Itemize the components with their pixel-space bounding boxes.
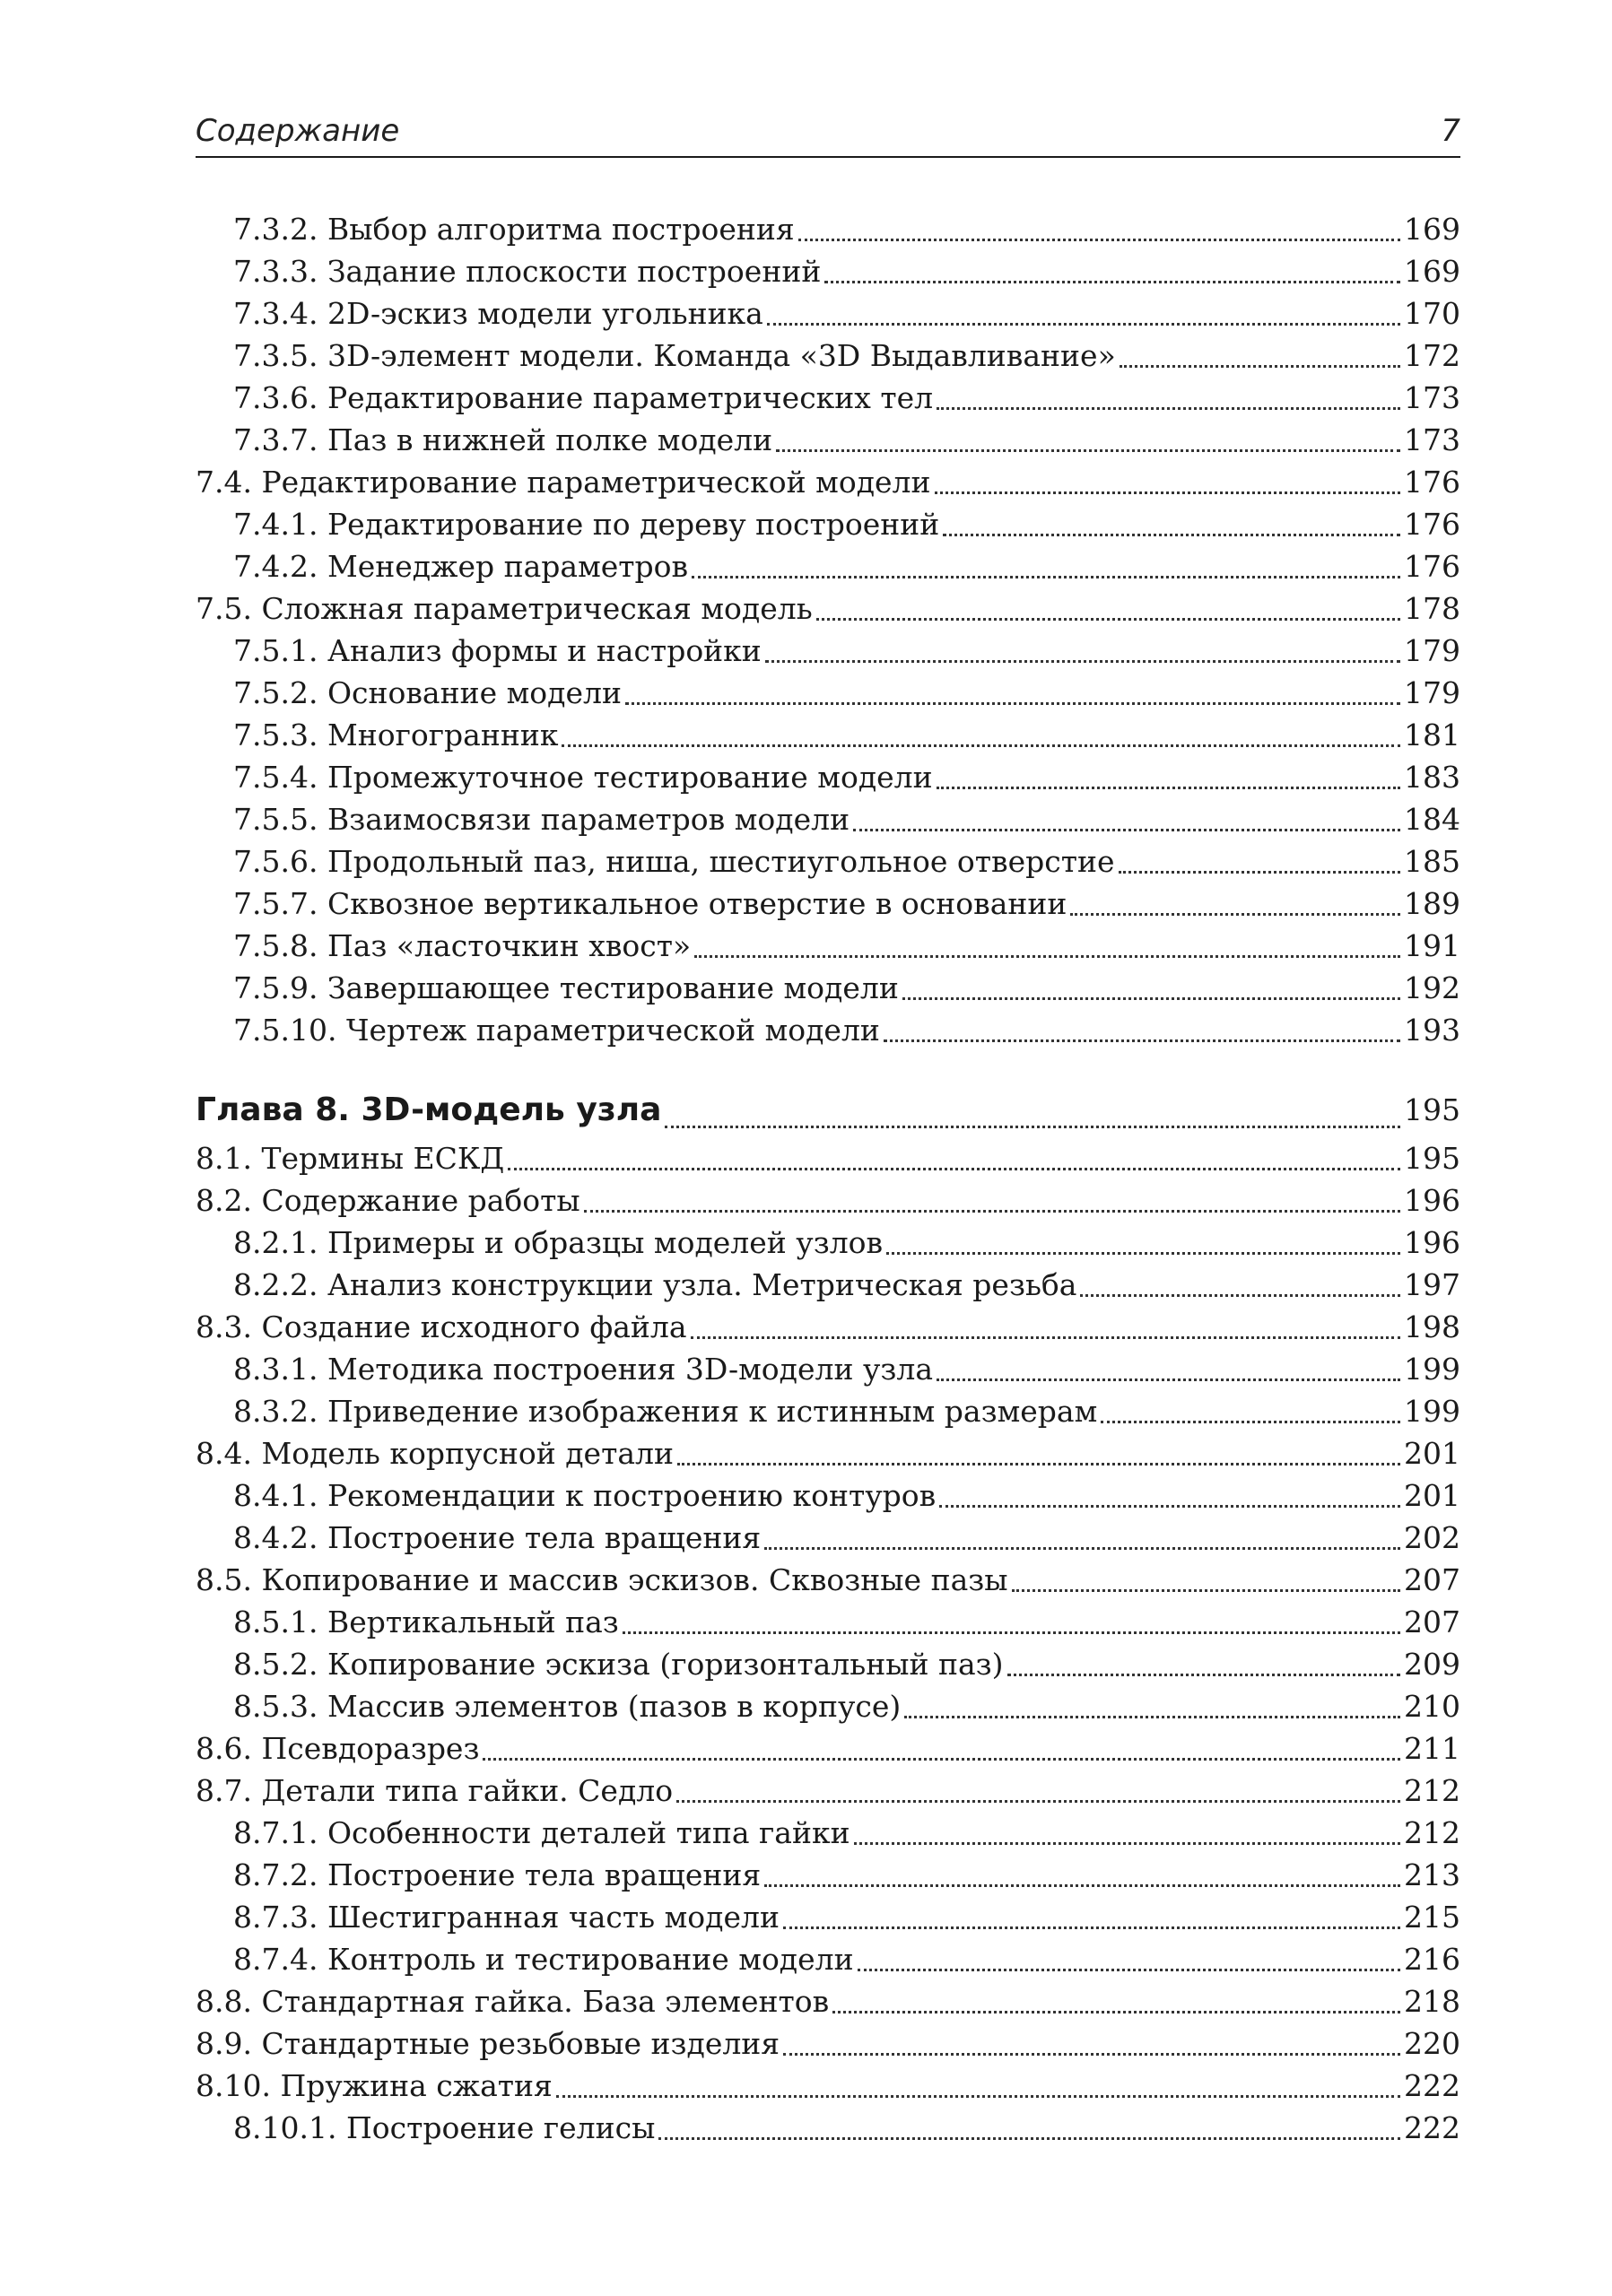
toc-entry-page: 201 xyxy=(1404,1436,1460,1471)
toc-entry xyxy=(196,1137,1460,1179)
table-of-contents xyxy=(196,208,1460,2149)
toc-entry-page: 179 xyxy=(1404,633,1460,668)
toc-leader-dots xyxy=(691,1312,1401,1339)
document-page xyxy=(196,106,1460,2145)
toc-leader-dots xyxy=(937,383,1400,410)
toc-entry-title: 7.5.1. Анализ формы и настройки xyxy=(233,633,762,668)
toc-entry-title: 8.2.1. Примеры и образцы моделей узлов xyxy=(233,1225,884,1260)
toc-entry-title: 8.2.2. Анализ конструкции узла. Метрическая резьба xyxy=(233,1267,1077,1302)
toc-entry xyxy=(196,925,1460,967)
toc-leader-dots xyxy=(764,1523,1400,1550)
toc-entry-page: 195 xyxy=(1404,1141,1460,1176)
toc-entry-page: 193 xyxy=(1404,1013,1460,1048)
toc-leader-dots xyxy=(937,1354,1400,1381)
toc-leader-dots xyxy=(483,1734,1400,1761)
toc-leader-dots xyxy=(886,1228,1400,1255)
toc-leader-dots xyxy=(562,720,1400,747)
toc-entry-page: 173 xyxy=(1404,422,1460,457)
toc-entry xyxy=(196,714,1460,756)
toc-leader-dots xyxy=(853,804,1400,831)
toc-entry-title: 7.5.5. Взаимосвязи параметров модели xyxy=(233,802,850,837)
toc-entry-page: 222 xyxy=(1404,2110,1460,2145)
toc-entry-page: 198 xyxy=(1404,1309,1460,1344)
toc-leader-dots xyxy=(1070,889,1400,916)
toc-entry xyxy=(196,756,1460,798)
toc-entry xyxy=(196,967,1460,1009)
toc-leader-dots xyxy=(832,1987,1400,2013)
toc-entry xyxy=(196,1432,1460,1474)
toc-entry-page: 169 xyxy=(1404,212,1460,247)
toc-entry-title: 7.5.10. Чертеж параметрической модели xyxy=(233,1013,880,1048)
toc-entry xyxy=(196,208,1460,250)
toc-leader-dots xyxy=(937,762,1400,789)
toc-entry-page: 210 xyxy=(1404,1689,1460,1724)
toc-entry-title: 7.5. Сложная параметрическая модель xyxy=(196,591,813,626)
toc-entry xyxy=(196,1770,1460,1812)
toc-entry-title: 7.5.6. Продольный паз, ниша, шестиугольное отверстие xyxy=(233,844,1115,879)
toc-entry-title: 8.5.1. Вертикальный паз xyxy=(233,1605,619,1639)
toc-leader-dots xyxy=(884,1015,1400,1042)
toc-entry-page: 183 xyxy=(1404,760,1460,795)
toc-leader-dots xyxy=(935,467,1400,494)
toc-entry xyxy=(196,1179,1460,1222)
toc-entry xyxy=(196,883,1460,925)
toc-entry-title: 8.4. Модель корпусной детали xyxy=(196,1436,674,1471)
toc-leader-dots xyxy=(658,2113,1400,2140)
toc-entry-page: 172 xyxy=(1404,338,1460,373)
toc-leader-dots xyxy=(902,973,1400,1000)
toc-leader-dots xyxy=(767,299,1400,326)
toc-entry xyxy=(196,798,1460,840)
toc-leader-dots xyxy=(854,1818,1400,1845)
toc-entry-title: 8.5.3. Массив элементов (пазов в корпусе) xyxy=(233,1689,902,1724)
toc-entry xyxy=(196,1980,1460,2022)
toc-entry-title: 8.7.4. Контроль и тестирование модели xyxy=(233,1942,854,1977)
toc-leader-dots xyxy=(692,552,1400,578)
toc-entry-title: 7.5.2. Основание модели xyxy=(233,675,622,710)
toc-entry xyxy=(196,1390,1460,1432)
toc-entry-title: 7.4.1. Редактирование по дереву построений xyxy=(233,507,940,542)
toc-leader-dots xyxy=(623,1607,1400,1634)
toc-entry-title: 7.5.7. Сквозное вертикальное отверстие в основании xyxy=(233,886,1067,921)
toc-entry-title: 8.7.1. Особенности деталей типа гайки xyxy=(233,1815,850,1850)
toc-entry-title: 8.3.2. Приведение изображения к истинным размерам xyxy=(233,1394,1098,1429)
toc-entry-title: 7.5.4. Промежуточное тестирование модели xyxy=(233,760,933,795)
toc-entry-title: 8.9. Стандартные резьбовые изделия xyxy=(196,2026,780,2061)
toc-leader-dots xyxy=(798,214,1400,241)
toc-entry-title: 8.7. Детали типа гайки. Седло xyxy=(196,1773,674,1808)
toc-leader-dots xyxy=(765,636,1400,663)
toc-entry-title: 8.6. Псевдоразрез xyxy=(196,1731,480,1766)
toc-entry xyxy=(196,503,1460,545)
toc-entry-page: 196 xyxy=(1404,1183,1460,1218)
toc-entry xyxy=(196,545,1460,587)
toc-entry-page: 220 xyxy=(1404,2026,1460,2061)
toc-entry xyxy=(196,1685,1460,1727)
toc-leader-dots xyxy=(1080,1270,1400,1297)
toc-entry xyxy=(196,1517,1460,1559)
toc-entry-title: 7.3.4. 2D-эскиз модели угольника xyxy=(233,296,763,331)
toc-leader-dots xyxy=(816,594,1400,621)
toc-entry-title: 8.10.1. Построение гелисы xyxy=(233,2110,656,2145)
running-header xyxy=(196,106,1460,158)
toc-entry xyxy=(196,1854,1460,1896)
toc-entry-title: 8.7.3. Шестигранная часть модели xyxy=(233,1900,780,1935)
toc-leader-dots xyxy=(1007,1649,1401,1676)
toc-entry-page: 173 xyxy=(1404,380,1460,415)
toc-leader-dots xyxy=(556,2071,1400,2098)
toc-entry-page: 179 xyxy=(1404,675,1460,710)
toc-entry xyxy=(196,587,1460,630)
toc-entry-title: 7.3.5. 3D-элемент модели. Команда «3D Выдавливание» xyxy=(233,338,1116,373)
toc-entry xyxy=(196,1559,1460,1601)
toc-entry-page: 189 xyxy=(1404,886,1460,921)
toc-leader-dots xyxy=(1120,341,1400,368)
toc-entry-page: 201 xyxy=(1404,1478,1460,1513)
toc-leader-dots xyxy=(824,257,1400,283)
toc-entry-page: 176 xyxy=(1404,507,1460,542)
toc-leader-dots xyxy=(676,1776,1400,1803)
toc-entry-page: 184 xyxy=(1404,802,1460,837)
toc-entry-page: 211 xyxy=(1404,1731,1460,1766)
toc-entry-page: 216 xyxy=(1404,1942,1460,1977)
toc-entry-title: 7.4.2. Менеджер параметров xyxy=(233,549,689,584)
toc-entry-title: 8.2. Содержание работы xyxy=(196,1183,580,1218)
toc-entry-page: 195 xyxy=(1404,1092,1460,1127)
toc-entry xyxy=(196,1264,1460,1306)
toc-entry-page: 207 xyxy=(1404,1605,1460,1639)
toc-entry xyxy=(196,461,1460,503)
toc-leader-dots xyxy=(625,678,1400,705)
toc-entry xyxy=(196,2107,1460,2149)
toc-entry xyxy=(196,1601,1460,1643)
toc-entry-title: 8.5. Копирование и массив эскизов. Сквозные пазы xyxy=(196,1562,1008,1597)
toc-entry-title: 8.4.2. Построение тела вращения xyxy=(233,1520,762,1555)
toc-entry-page: 207 xyxy=(1404,1562,1460,1597)
toc-entry-page: 212 xyxy=(1404,1773,1460,1808)
toc-leader-dots xyxy=(694,931,1400,958)
toc-chapter-entry xyxy=(196,1083,1460,1137)
toc-entry xyxy=(196,419,1460,461)
toc-entry-page: 192 xyxy=(1404,970,1460,1005)
toc-entry-title: 7.3.2. Выбор алгоритма построения xyxy=(233,212,795,247)
toc-entry-title: 7.3.3. Задание плоскости построений xyxy=(233,254,822,289)
toc-entry xyxy=(196,2065,1460,2107)
toc-entry-title: 8.4.1. Рекомендации к построению контуров xyxy=(233,1478,937,1513)
toc-entry xyxy=(196,630,1460,672)
toc-entry-page: 181 xyxy=(1404,718,1460,752)
toc-leader-dots xyxy=(783,2029,1400,2056)
toc-leader-dots xyxy=(943,509,1400,536)
toc-entry-title: 8.5.2. Копирование эскиза (горизонтальный паз) xyxy=(233,1647,1004,1682)
toc-entry-title: 8.3.1. Методика построения 3D-модели узла xyxy=(233,1352,934,1387)
toc-entry xyxy=(196,292,1460,335)
toc-entry-page: 196 xyxy=(1404,1225,1460,1260)
toc-entry xyxy=(196,672,1460,714)
toc-entry-title: 8.7.2. Построение тела вращения xyxy=(233,1857,762,1892)
header-title: Содержание xyxy=(196,113,400,149)
toc-entry xyxy=(196,250,1460,292)
toc-leader-dots xyxy=(1012,1565,1400,1592)
toc-entry xyxy=(196,2022,1460,2065)
toc-entry-title: 8.10. Пружина сжатия xyxy=(196,2068,553,2103)
toc-leader-dots xyxy=(1101,1396,1400,1423)
toc-entry-title: 7.5.8. Паз «ласточкин хвост» xyxy=(233,928,692,963)
toc-entry-title: 8.8. Стандартная гайка. База элементов xyxy=(196,1984,830,2019)
toc-entry-title: 7.4. Редактирование параметрической модели xyxy=(196,465,931,500)
toc-leader-dots xyxy=(584,1186,1400,1213)
toc-entry xyxy=(196,840,1460,883)
toc-leader-dots xyxy=(904,1692,1400,1718)
toc-entry-page: 169 xyxy=(1404,254,1460,289)
toc-entry xyxy=(196,335,1460,377)
toc-entry-page: 222 xyxy=(1404,2068,1460,2103)
toc-entry xyxy=(196,1306,1460,1348)
toc-entry-title: 7.5.3. Многогранник xyxy=(233,718,559,752)
toc-entry-title: 8.1. Термины ЕСКД xyxy=(196,1141,505,1176)
toc-entry-page: 199 xyxy=(1404,1352,1460,1387)
toc-entry xyxy=(196,1938,1460,1980)
toc-entry xyxy=(196,1643,1460,1685)
header-page-number: 7 xyxy=(1441,113,1460,149)
toc-entry-page: 176 xyxy=(1404,465,1460,500)
toc-entry xyxy=(196,1222,1460,1264)
toc-leader-dots xyxy=(764,1860,1400,1887)
toc-entry-page: 209 xyxy=(1404,1647,1460,1682)
toc-leader-dots xyxy=(677,1439,1400,1465)
toc-entry-page: 185 xyxy=(1404,844,1460,879)
toc-entry-page: 213 xyxy=(1404,1857,1460,1892)
toc-entry-title: 7.5.9. Завершающее тестирование модели xyxy=(233,970,899,1005)
toc-entry-title: 8.3. Создание исходного файла xyxy=(196,1309,687,1344)
toc-entry-title: 7.3.6. Редактирование параметрических тел xyxy=(233,380,934,415)
toc-entry xyxy=(196,1812,1460,1854)
toc-leader-dots xyxy=(858,1944,1400,1971)
toc-entry-page: 178 xyxy=(1404,591,1460,626)
toc-entry xyxy=(196,1727,1460,1770)
toc-entry-page: 197 xyxy=(1404,1267,1460,1302)
toc-entry-page: 191 xyxy=(1404,928,1460,963)
toc-entry-page: 176 xyxy=(1404,549,1460,584)
toc-entry-page: 212 xyxy=(1404,1815,1460,1850)
toc-leader-dots xyxy=(1119,847,1401,874)
toc-leader-dots xyxy=(508,1144,1400,1170)
toc-entry-page: 218 xyxy=(1404,1984,1460,2019)
toc-entry-page: 202 xyxy=(1404,1520,1460,1555)
toc-entry xyxy=(196,1009,1460,1051)
toc-leader-dots xyxy=(776,425,1400,452)
toc-entry-title: 7.3.7. Паз в нижней полке модели xyxy=(233,422,773,457)
toc-entry xyxy=(196,1474,1460,1517)
toc-leader-dots xyxy=(939,1481,1400,1508)
toc-entry-page: 170 xyxy=(1404,296,1460,331)
toc-leader-dots xyxy=(665,1101,1400,1128)
toc-entry xyxy=(196,1896,1460,1938)
toc-entry-page: 199 xyxy=(1404,1394,1460,1429)
toc-entry-title: Глава 8. 3D-модель узла xyxy=(196,1091,662,1128)
toc-entry xyxy=(196,1348,1460,1390)
toc-entry xyxy=(196,377,1460,419)
toc-leader-dots xyxy=(783,1902,1400,1929)
toc-entry-page: 215 xyxy=(1404,1900,1460,1935)
